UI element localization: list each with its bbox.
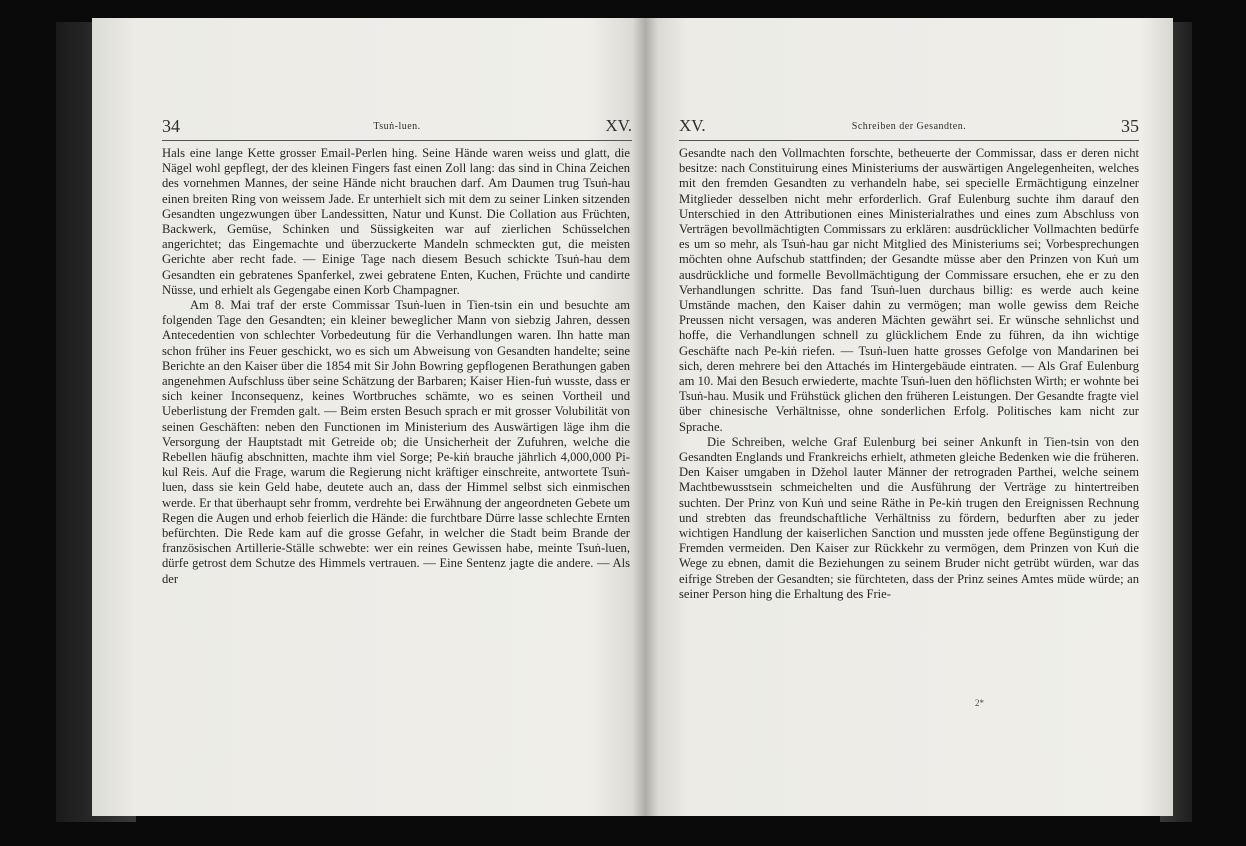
right-page-header — [679, 116, 1139, 138]
header-rule — [679, 140, 1139, 141]
paragraph: Hals eine lange Kette grosser Email-Perlen hing. Seine Hände waren weiss und glatt, die Nägel wohl gepflegt, der des kleinen Fingers fast einen Zoll lang: das sind in China Zeichen des vornehmen Mannes, der seine Hände nicht brauchen darf. Am Daumen trug Tsuṅ-hau einen breiten Ring von weissem Jade. Er unterhielt sich mit dem zu seiner Linken sitzenden Gesandten ungezwungen über Landessitten, Natur und Kunst. Die Collation aus Früchten, Backwerk, Gemüse, Schinken und Süssigkeiten war auf zierlichen Schüsselchen angerichtet; das Eingemachte und überzuckerte Mandeln schmeckten gut, die meisten Gerichte aber recht fade. — Einige Tage nach diesem Besuch schickte Tsuṅ-hau dem Gesandten ein gebratenes Spanferkel, zwei gebratene Enten, Kuchen, Früchte und candirte Nüsse, und erhielt als Gegengabe einen Korb Champagner. — [162, 146, 630, 297]
page-number: 35 — [1121, 116, 1139, 136]
header-rule — [162, 140, 632, 141]
right-page-body — [679, 146, 1139, 602]
chapter-number: XV. — [679, 116, 706, 135]
left-page-header — [162, 116, 632, 138]
book-gutter — [632, 18, 658, 816]
page-number: 34 — [162, 116, 180, 136]
paragraph: Gesandte nach den Vollmachten forschte, betheuerte der Commissar, dass er deren nicht besitze: nach Constituirung eines Ministeriums der auswärtigen Angelegenheiten, welches mit den fremden Gesandten zu verhandeln habe, sei specielle Ermächtigung einzelner Mitglieder desselben nicht mehr erforderlich. Graf Eulenburg suchte ihm darauf den Unterschied in den Attributionen eines Ministerialrathes und eines zum Abschluss von Verträgen bevollmächtigten Commissars zu erklären: ausdrücklicher Vollmachten bedürfe es um so mehr, als Tsuṅ-hau gar nicht Mitglied des Ministeriums sei; Vorbesprechungen möchten ohne Aufschub stattfinden; der Gesandte müsse aber den Prinzen von Kuṅ um ausdrückliche und formelle Bevollmächtigung der Commissare ersuchen, ehe er zu den Verhandlungen schritte. Das fand Tsuṅ-luen durchaus billig: es werde auch keine Umstände machen, den Kaiser dahin zu vermögen; man wolle gewiss dem Reiche Preussen nicht versagen, was anderen Mächten gewährt sei. Er wünsche sehnlichst und hoffe, die Verhandlungen schnell zu glücklichem Ende zu führen, da ihn wichtige Geschäfte nach Pe-kiṅ riefen. — Tsuṅ-luen hatte grosses Gefolge von Mandarinen bei sich, deren mehrere bei den Attachés im Hintergebäude eintraten. — Als Graf Eulenburg am 10. Mai den Besuch erwiederte, machte Tsuṅ-luen den höflichsten Wirth; er wohnte bei Tsuṅ-hau. Musik und Frühstück glichen den früheren Leistungen. Der Gesandte fragte viel über chinesische Verhältnisse, ohne sonderlichen Erfolg. Politisches kam nicht zur Sprache. — [679, 146, 1139, 434]
left-page-body — [162, 146, 630, 587]
paragraph: Am 8. Mai traf der erste Commissar Tsuṅ-luen in Tien-tsin ein und besuchte am folgenden Tage den Gesandten; ein kleiner beweglicher Mann von siebzig Jahren, dessen Antecedentien von schlechter Vorbedeutung für die Verhandlungen waren. Ihn hatte man schon früher ins Feuer geschickt, wo es sich um Abweisung von Gesandten handelte; seine Berichte an den Kaiser über die 1854 mit Sir John Bowring gepflogenen Berathungen gaben angenehmen Aufschluss über seine Schätzung der Barbaren; Kaiser Hien-fuṅ wusste, dass er sich keiner Inconsequenz, keines Wortbruches schämte, wo es seinen Vortheil und Ueberlistung der Fremden galt. — Beim ersten Besuch sprach er mit grosser Volubilität von seinen Geschäften: neben den Functionen im Ministerium des Auswärtigen läge ihm die Versorgung der Hauptstadt mit Getreide ob; die Unsicherheit der Zufuhren, welche die Rebellen häufig abschnitten, machte ihm viel Sorge; Pe-kiṅ brauche jährlich 4,000,000 Pi-kul Reis. Auf die Frage, warum die Regierung nicht kräftiger einschreite, antwortete Tsuṅ-luen, dass sie kein Geld habe, deutete auch an, dass der Himmel selbst sich einmischen werde. Er that überhaupt sehr fromm, verdrehte bei Erwähnung der angeordneten Gebete um Regen die Augen und erhob feierlich die Hände: die furchtbare Dürre lasse schlechte Ernten befürchten. Die Rede kam auf die grosse Gefahr, in welcher die Stadt beim Brande der französischen Artillerie-Ställe schwebte: wer ein reines Gewissen habe, meinte Tsuṅ-luen, dürfe getrost dem Schutze des Himmels vertrauen. — Eine Sentenz jagte die andere. — Als der — [162, 298, 630, 586]
running-title: Tsuṅ-luen. — [373, 121, 421, 132]
chapter-number: XV. — [605, 116, 632, 135]
right-page — [645, 18, 1173, 816]
signature-mark: 2* — [975, 698, 984, 708]
paragraph: Die Schreiben, welche Graf Eulenburg bei seiner Ankunft in Tien-tsin von den Gesandten Englands und Frankreichs erhielt, athmeten gleiche Bedenken wie die früheren. Den Kaiser umgaben in Džehol lauter Männer der retrograden Parthei, welche seinem Machtbewusstsein schmeichelten und die Ausführung der Verträge zu hintertreiben suchten. Der Prinz von Kuṅ und seine Räthe in Pe-kiṅ trugen den Ereignissen Rechnung und strebten das freundschaftliche Verhältniss zu fördern, bedurften aber zu jeder wichtigen Handlung der kaiserlichen Sanction und mussten jede offene Begünstigung der Fremden vermeiden. Den Kaiser zur Rückkehr zu vermögen, dem Prinzen von Kuṅ die Wege zu ebnen, damit die Beziehungen zu seinem Bruder nicht getrübt würden, war das eifrige Streben der Gesandten; sie fürchteten, dass der Prinz seines Amtes müde würde; an seiner Person hing die Erhaltung des Frie- — [679, 434, 1139, 601]
left-page — [92, 18, 645, 816]
running-title: Schreiben der Gesandten. — [851, 121, 967, 132]
